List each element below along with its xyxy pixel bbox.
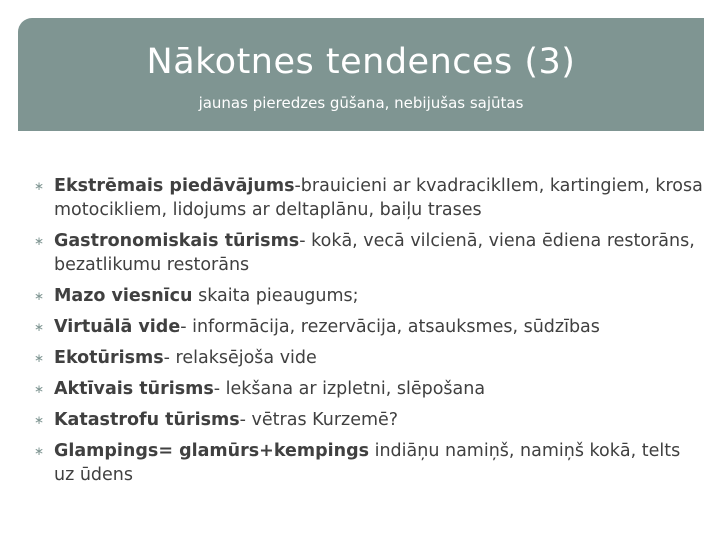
- bullet-term: Katastrofu tūrisms: [54, 410, 240, 430]
- bullet-item-gastronomy: [34, 229, 706, 277]
- bullet-marker-icon: ∗: [34, 444, 45, 458]
- bullet-term: Gastronomiskais tūrisms: [54, 231, 300, 251]
- bullet-marker-icon: ∗: [34, 382, 45, 396]
- bullet-marker-icon: ∗: [34, 289, 45, 303]
- bullet-marker-icon: ∗: [34, 320, 45, 334]
- bullet-marker-icon: ∗: [34, 179, 45, 193]
- bullet-text: - kokā, vecā vilcienā, viena ēdiena restorāns, bezatlikumu restorāns: [54, 231, 695, 275]
- bullet-item-disaster: [34, 408, 706, 432]
- bullet-marker-icon: ∗: [34, 413, 45, 427]
- bullet-term: Ekotūrisms: [54, 348, 164, 368]
- bullet-text: - vētras Kurzemē?: [239, 410, 399, 430]
- bullet-text: - lekšana ar izpletni, slēpošana: [213, 379, 486, 399]
- bullet-item-small-hotels: [34, 284, 706, 308]
- bullet-list: [34, 174, 706, 494]
- bullet-item-virtual: [34, 315, 706, 339]
- slide-subtitle: jaunas pieredzes gūšana, nebijušas sajūtas: [198, 94, 524, 112]
- bullet-term: Glampings= glamūrs+kempings: [54, 441, 370, 461]
- bullet-term: Virtuālā vide: [54, 317, 181, 337]
- bullet-item-ecotourism: [34, 346, 706, 370]
- bullet-marker-icon: ∗: [34, 234, 45, 248]
- bullet-term: Aktīvais tūrisms: [54, 379, 214, 399]
- slide-title: Nākotnes tendences (3): [146, 42, 576, 82]
- bullet-text: -brauicieni ar kvadraciklIem, kartingiem, krosa motocikliem, lidojums ar deltaplānu, baiļu trases: [54, 176, 703, 220]
- title-band: [18, 18, 704, 131]
- bullet-text: - informācija, rezervācija, atsauksmes, sūdzības: [180, 317, 600, 337]
- bullet-item-glamping: [34, 439, 706, 487]
- bullet-item-active: [34, 377, 706, 401]
- bullet-marker-icon: ∗: [34, 351, 45, 365]
- bullet-text: indiāņu namiņš, namiņš kokā, telts uz ūdens: [54, 441, 681, 485]
- bullet-term: Ekstrēmais piedāvājums: [54, 176, 295, 196]
- bullet-item-extreme: [34, 174, 706, 222]
- bullet-term: Mazo viesnīcu: [54, 286, 193, 306]
- bullet-text: - relaksējoša vide: [163, 348, 317, 368]
- bullet-text: skaita pieaugums;: [192, 286, 359, 306]
